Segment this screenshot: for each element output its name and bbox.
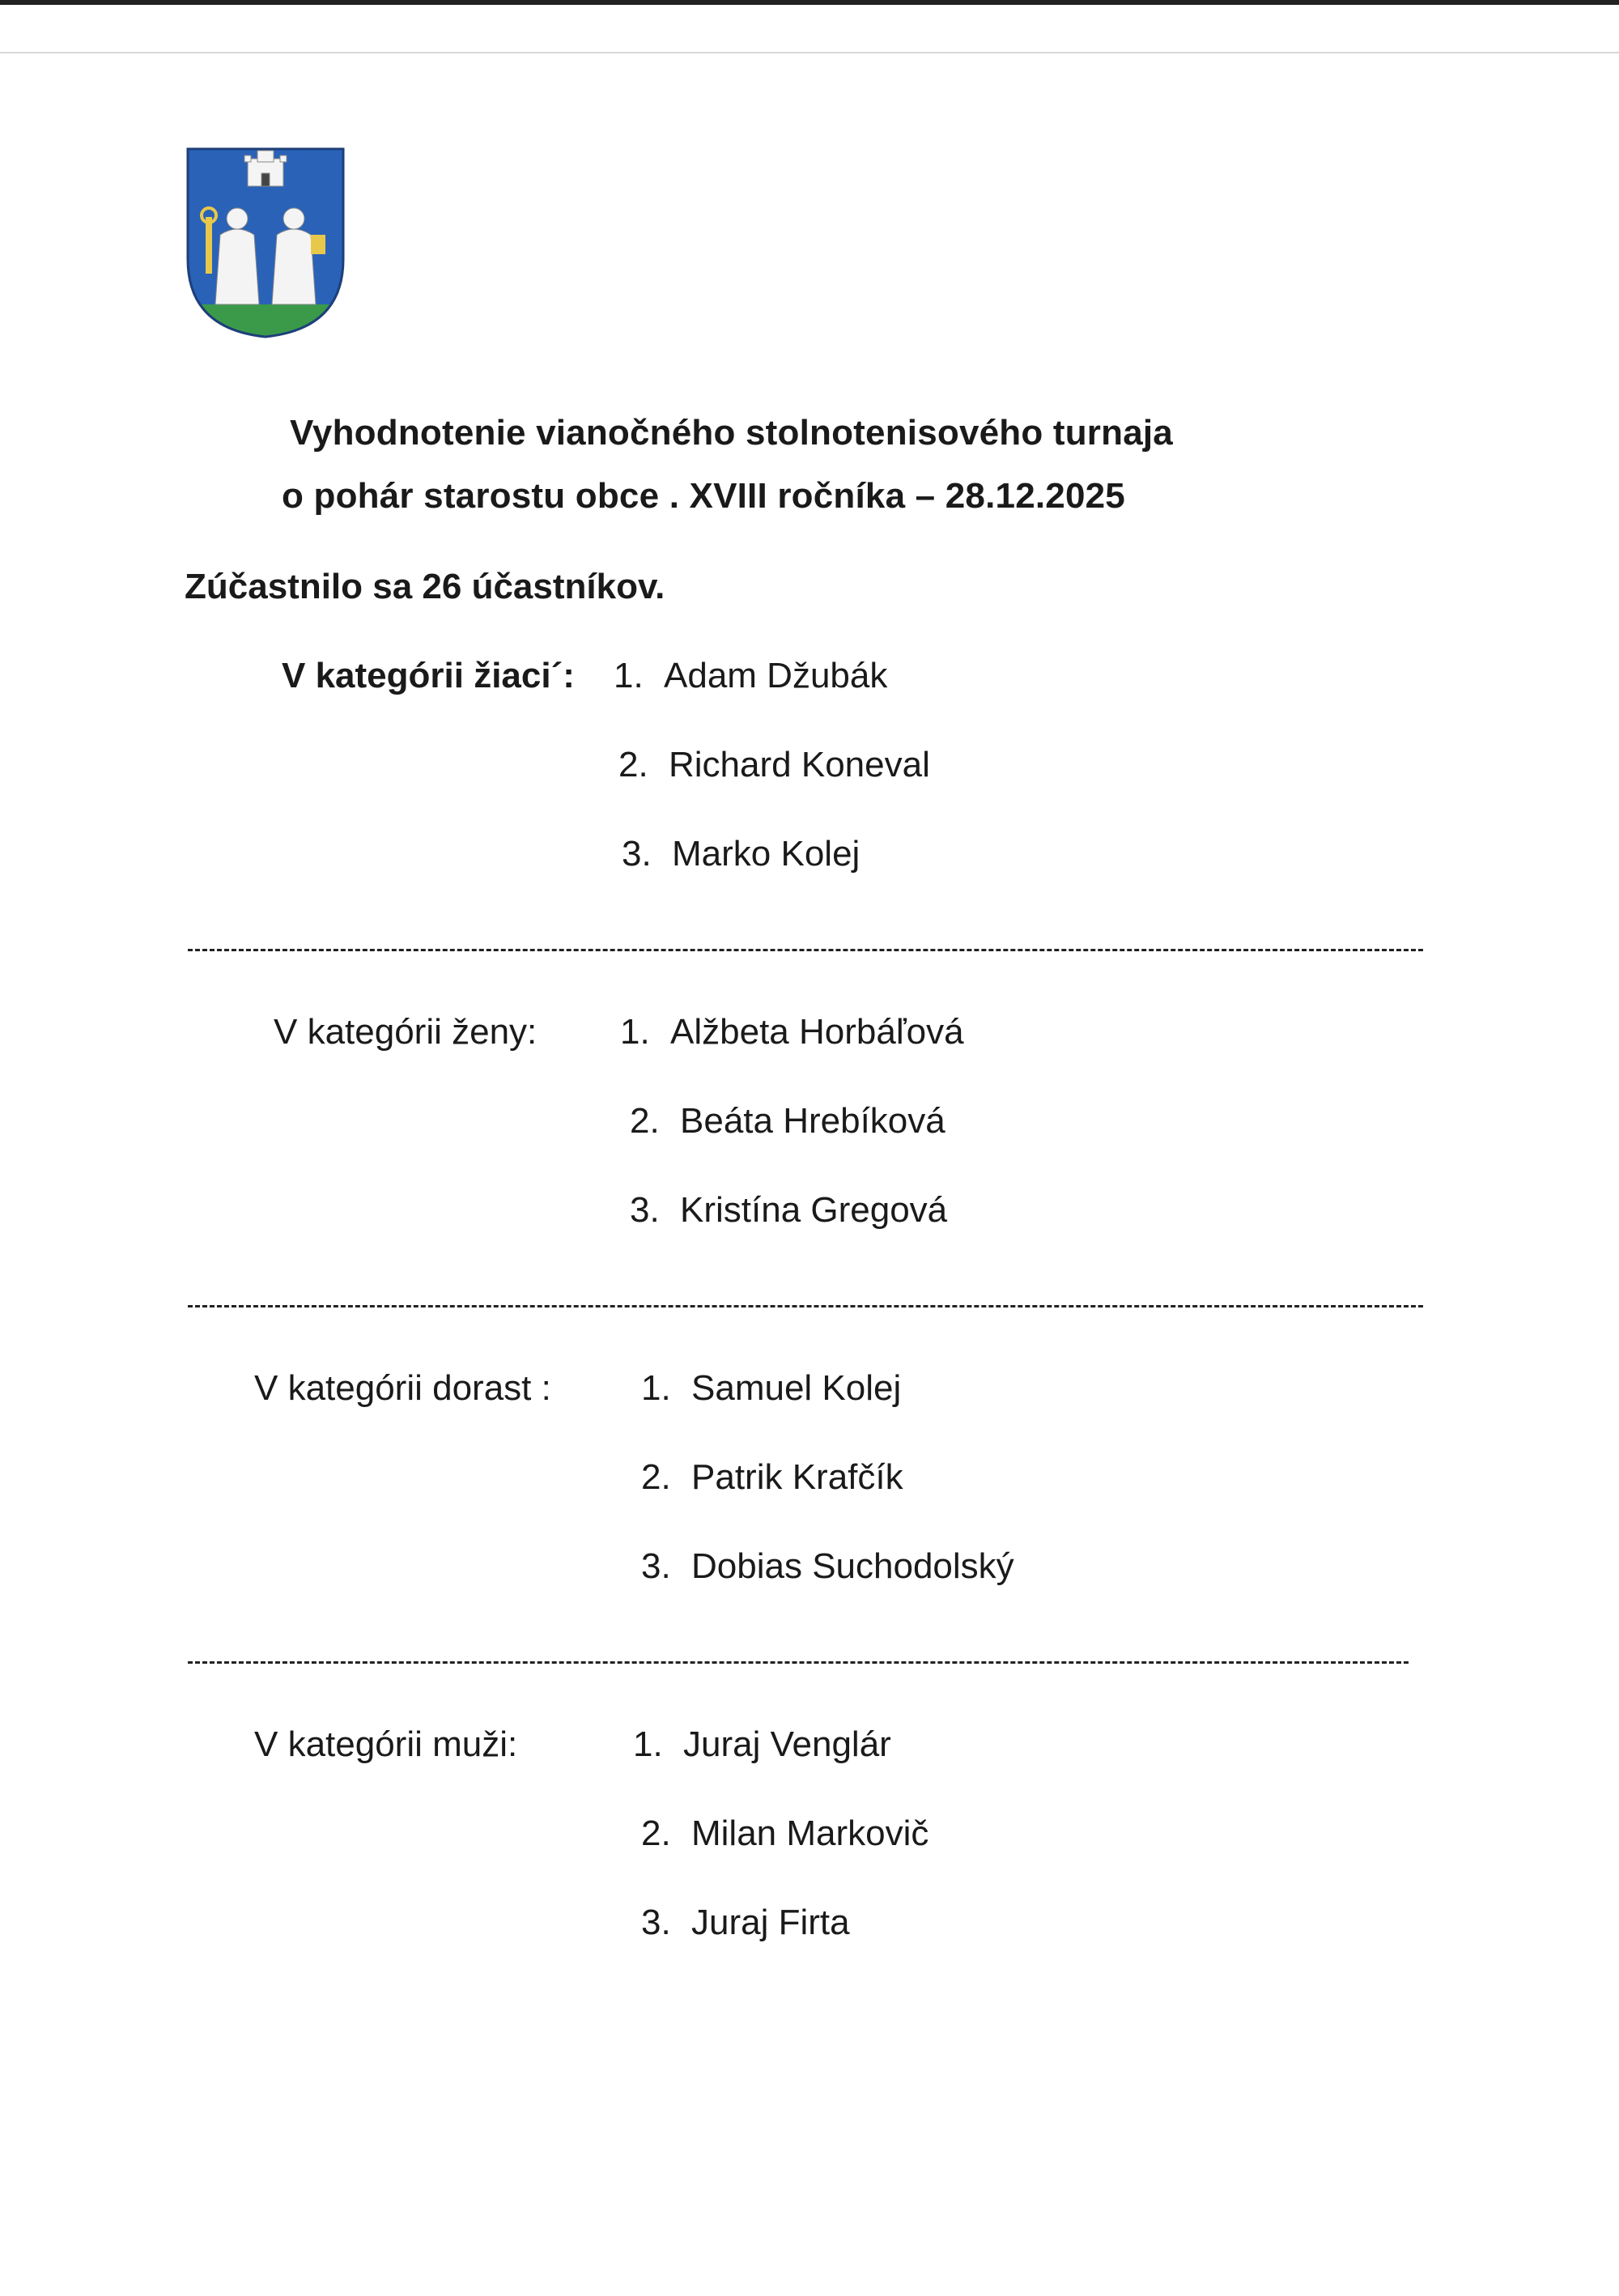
result-entry [641, 1368, 901, 1409]
player-name: Alžbeta Horbáľová [670, 1012, 964, 1052]
category-label-zeny: V kategórii ženy: [274, 1012, 538, 1052]
player-name: Samuel Kolej [691, 1368, 902, 1408]
player-name: Marko Kolej [672, 834, 860, 874]
place-number: 1. [614, 656, 644, 695]
place-number: 2. [641, 1813, 671, 1853]
player-name: Dobias Suchodolský [691, 1546, 1014, 1586]
player-name: Kristína Gregová [680, 1190, 948, 1230]
player-name: Adam Džubák [664, 656, 888, 695]
place-number: 1. [620, 1012, 650, 1052]
scan-edge-top [0, 0, 1619, 5]
place-number: 3. [641, 1903, 671, 1942]
player-name: Beáta Hrebíková [680, 1101, 945, 1141]
place-number: 3. [641, 1546, 671, 1586]
place-number: 3. [622, 834, 652, 874]
player-name: Patrik Krafčík [691, 1457, 903, 1497]
result-entry [641, 1546, 1014, 1587]
result-entry [618, 745, 930, 785]
category-label-muzi: V kategórii muži: [254, 1724, 518, 1764]
player-name: Juraj Firta [691, 1903, 850, 1942]
result-entry [641, 1813, 928, 1854]
dashed-separator [188, 1305, 1423, 1307]
category-label-dorast: V kategórii dorast : [254, 1368, 551, 1408]
result-entry [614, 656, 887, 696]
result-entry [620, 1012, 964, 1052]
result-entry [633, 1724, 891, 1765]
category-label-ziaci: V kategórii žiaci´: [282, 656, 575, 695]
result-entry [641, 1903, 850, 1943]
player-name: Juraj Venglár [683, 1724, 891, 1764]
document-title-line-2: o pohár starostu obce . XVIII ročníka – 28.12.2025 [282, 476, 1125, 516]
scan-border-line [0, 52, 1619, 53]
place-number: 3. [630, 1190, 660, 1230]
place-number: 1. [633, 1724, 663, 1764]
document-title-line-1: Vyhodnotenie vianočného stolnotenisového turnaja [290, 413, 1173, 453]
player-name: Richard Koneval [669, 745, 930, 784]
coat-of-arms-logo [185, 146, 346, 340]
dashed-separator [188, 949, 1423, 951]
place-number: 2. [618, 745, 648, 784]
place-number: 2. [630, 1101, 660, 1141]
place-number: 1. [641, 1368, 671, 1408]
participants-count: Zúčastnilo sa 26 účastníkov. [185, 567, 665, 606]
result-entry [622, 834, 860, 874]
result-entry [630, 1190, 947, 1231]
player-name: Milan Markovič [691, 1813, 929, 1853]
result-entry [641, 1457, 903, 1498]
place-number: 2. [641, 1457, 671, 1497]
result-entry [630, 1101, 945, 1142]
dashed-separator [188, 1661, 1409, 1664]
